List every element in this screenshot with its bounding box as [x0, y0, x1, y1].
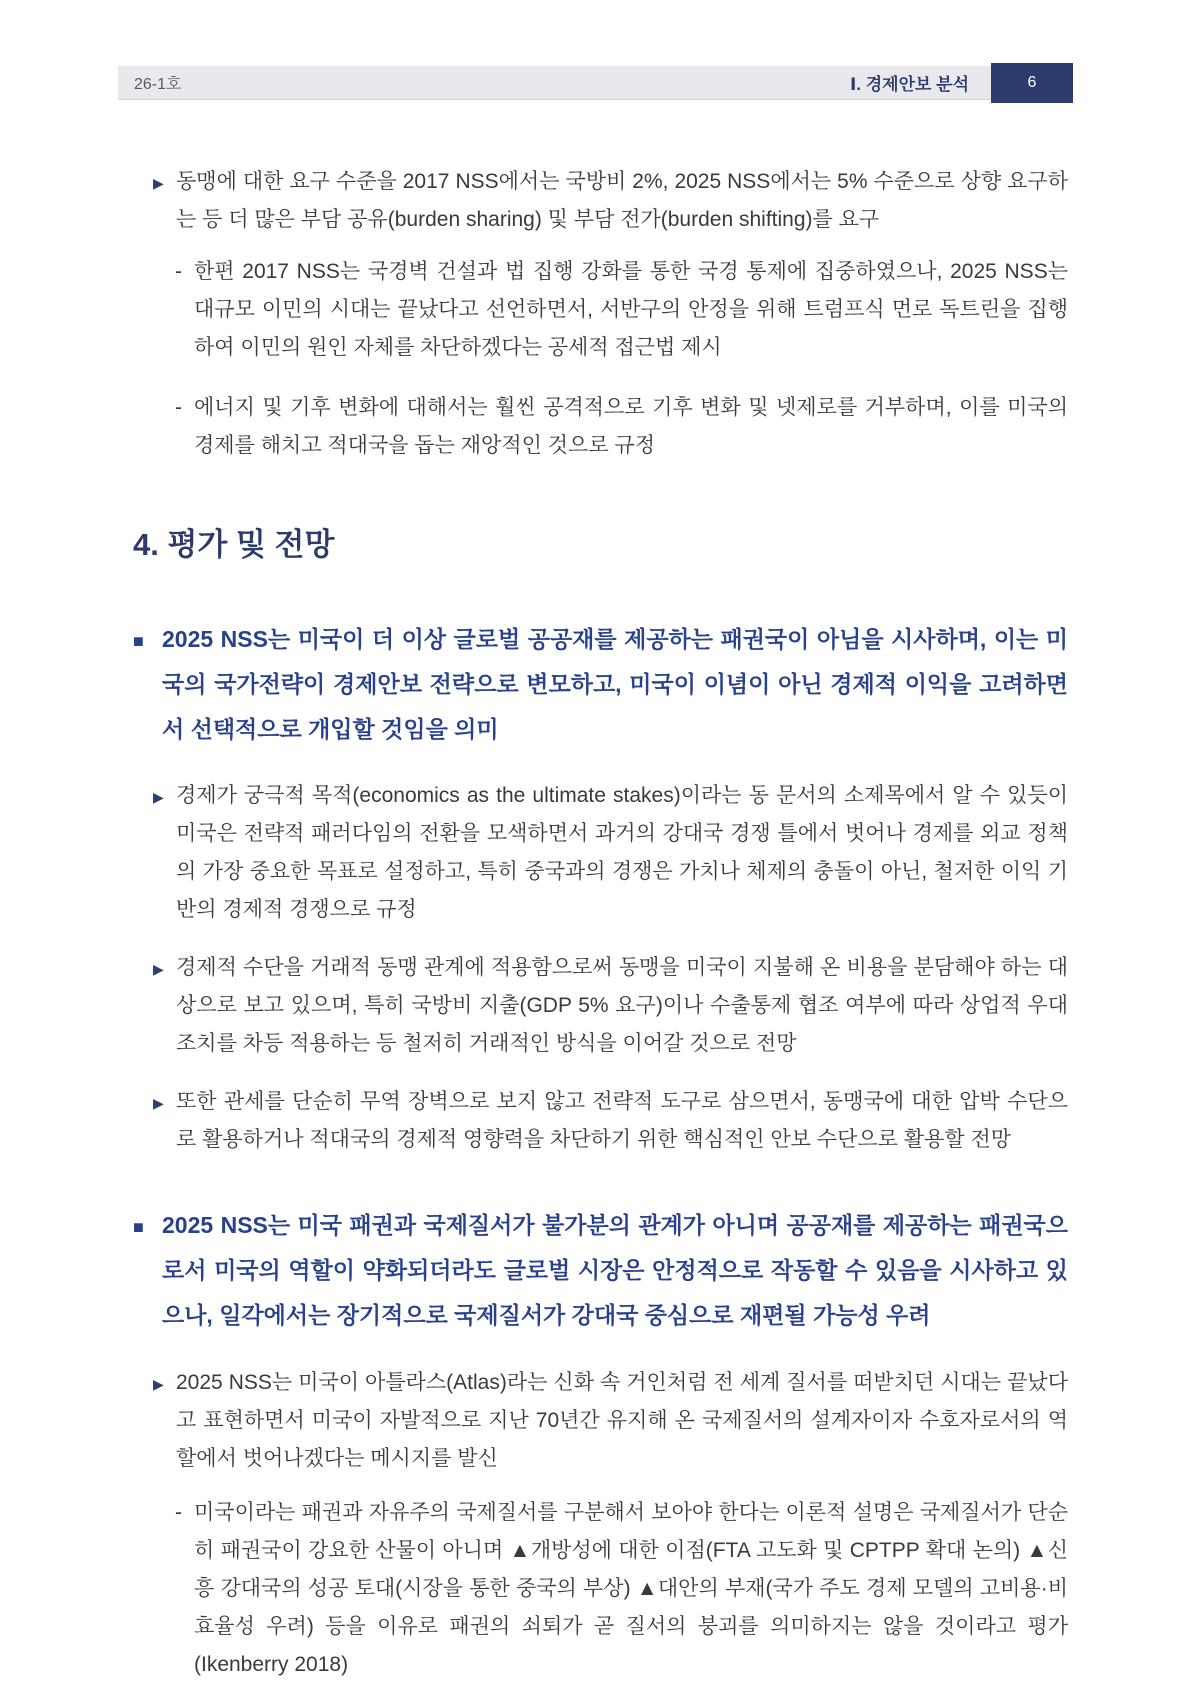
bullet-item	[133, 1364, 1068, 1478]
key-point-heading	[133, 1203, 1068, 1338]
bullet-text: 또한 관세를 단순히 무역 장벽으로 보지 않고 전략적 도구로 삼으면서, 동맹국에 대한 압박 수단으로 활용하거나 적대국의 경제적 영향력을 차단하기 위한 핵심적인 안보 수단으로 활용할 전망	[176, 1090, 1068, 1151]
bullet-item	[133, 1083, 1068, 1159]
arrow-bullet-icon: ▶	[153, 1095, 164, 1111]
sub-bullet-item	[133, 389, 1068, 465]
bullet-text: 2025 NSS는 미국이 아틀라스(Atlas)라는 신화 속 거인처럼 전 세계 질서를 떠받치던 시대는 끝났다고 표현하면서 미국이 자발적으로 지난 70년간 유지해 온 국제질서의 설계자이자 수호자로서의 역할에서 벗어나겠다는 메시지를 발신	[176, 1371, 1068, 1470]
bullet-item	[133, 949, 1068, 1063]
sub-bullet-item	[133, 1494, 1068, 1683]
dash-bullet-icon: -	[175, 396, 182, 419]
bullet-item	[133, 777, 1068, 929]
dash-bullet-icon: -	[175, 260, 182, 283]
sub-bullet-item	[133, 253, 1068, 367]
bullet-item	[133, 163, 1068, 239]
section-title: 4. 평가 및 전망	[133, 527, 335, 562]
square-bullet-icon: ■	[133, 631, 144, 651]
sub-bullet-text: 미국이라는 패권과 자유주의 국제질서를 구분해서 보아야 한다는 이론적 설명은 국제질서가 단순히 패권국이 강요한 산물이 아니며 ▲개방성에 대한 이점(FTA 고도화 및 CPTPP 확대 논의) ▲신흥 강대국의 성공 토대(시장을 통한 중국의 부상) ▲대안의 부재(국가 주도 경제 모델의 고비용·비효율성 우려) 등을 이유로 패권의 쇠퇴가 곧 질서의 붕괴를 의미하지는 않을 것이라고 평가(Ikenberry 2018)	[194, 1501, 1068, 1676]
bullet-text: 경제가 궁극적 목적(economics as the ultimate stakes)이라는 동 문서의 소제목에서 알 수 있듯이 미국은 전략적 패러다임의 전환을 모색하면서 과거의 강대국 경쟁 틀에서 벗어나 경제를 외교 정책의 가장 중요한 목표로 설정하고, 특히 중국과의 경쟁은 가치나 체제의 충돌이 아닌, 철저한 이익 기반의 경제적 경쟁으로 규정	[176, 784, 1068, 921]
bullet-text: 동맹에 대한 요구 수준을 2017 NSS에서는 국방비 2%, 2025 NSS에서는 5% 수준으로 상향 요구하는 등 더 많은 부담 공유(burden sharing) 및 부담 전가(burden shifting)를 요구	[176, 170, 1068, 231]
arrow-bullet-icon: ▶	[153, 175, 164, 191]
sub-bullet-text: 에너지 및 기후 변화에 대해서는 훨씬 공격적으로 기후 변화 및 넷제로를 거부하며, 이를 미국의 경제를 해치고 적대국을 돕는 재앙적인 것으로 규정	[194, 396, 1068, 457]
sub-bullet-text: 한편 2017 NSS는 국경벽 건설과 법 집행 강화를 통한 국경 통제에 집중하였으나, 2025 NSS는 대규모 이민의 시대는 끝났다고 선언하면서, 서반구의 안정을 위해 트럼프식 먼로 독트린을 집행하여 이민의 원인 자체를 차단하겠다는 공세적 접근법 제시	[194, 260, 1068, 359]
key-point-text: 2025 NSS는 미국이 더 이상 글로벌 공공재를 제공하는 패권국이 아님을 시사하며, 이는 미국의 국가전략이 경제안보 전략으로 변모하고, 미국이 이념이 아닌 경제적 이익을 고려하면서 선택적으로 개입할 것임을 의미	[162, 626, 1068, 742]
issue-number-label: 26-1호	[134, 76, 182, 93]
arrow-bullet-icon: ▶	[153, 1376, 164, 1392]
page-number-badge: 6	[991, 63, 1073, 103]
arrow-bullet-icon: ▶	[153, 961, 164, 977]
dash-bullet-icon: -	[175, 1501, 182, 1524]
section-label: Ⅰ. 경제안보 분석	[849, 75, 969, 94]
document-body	[133, 0, 1068, 1683]
key-point-heading	[133, 617, 1068, 752]
key-point-text: 2025 NSS는 미국 패권과 국제질서가 불가분의 관계가 아니며 공공재를 제공하는 패권국으로서 미국의 역할이 약화되더라도 글로벌 시장은 안정적으로 작동할 수 있음을 시사하고 있으나, 일각에서는 장기적으로 국제질서가 강대국 중심으로 재편될 가능성 우려	[162, 1212, 1068, 1328]
bullet-text: 경제적 수단을 거래적 동맹 관계에 적용함으로써 동맹을 미국이 지불해 온 비용을 분담해야 하는 대상으로 보고 있으며, 특히 국방비 지출(GDP 5% 요구)이나 수출통제 협조 여부에 따라 상업적 우대 조치를 차등 적용하는 등 철저히 거래적인 방식을 이어갈 것으로 전망	[176, 956, 1068, 1055]
arrow-bullet-icon: ▶	[153, 789, 164, 805]
square-bullet-icon: ■	[133, 1217, 144, 1237]
